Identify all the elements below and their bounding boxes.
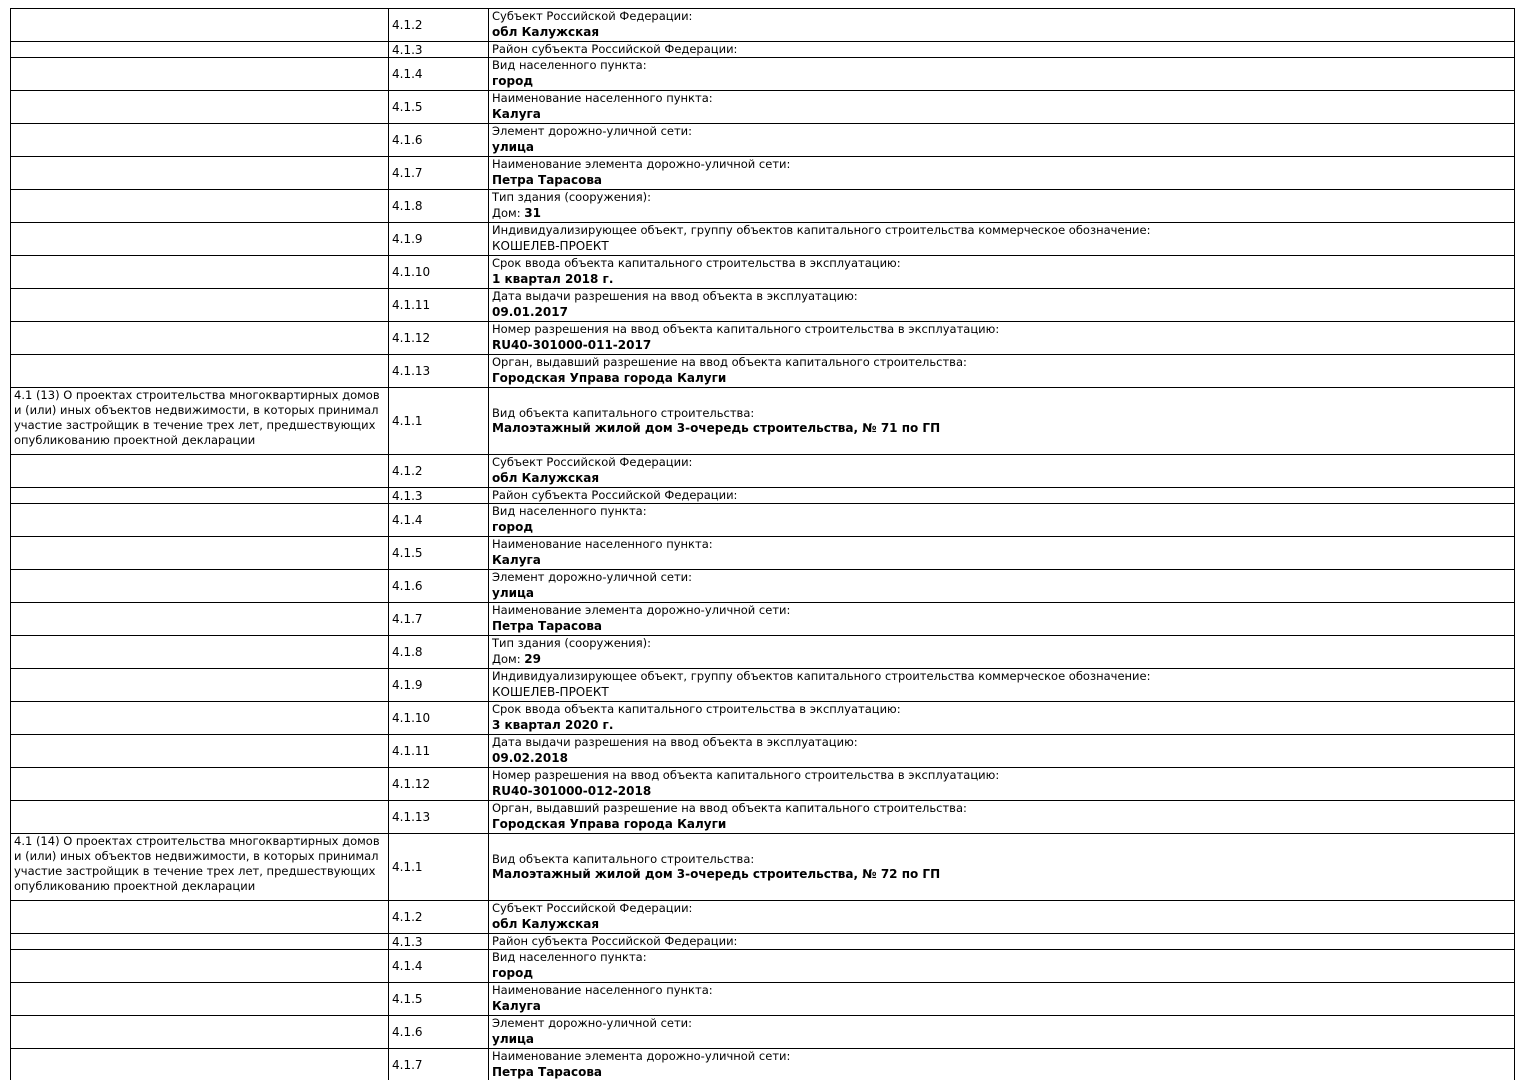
field-label: Субъект Российской Федерации: (492, 901, 693, 915)
content-cell (489, 669, 1515, 702)
field-value: 09.02.2018 (492, 750, 568, 765)
code-cell: 4.1.6 (389, 570, 489, 603)
table-row (11, 669, 1515, 702)
table-row (11, 801, 1515, 834)
section-cell (11, 42, 389, 58)
section-cell (11, 901, 389, 934)
field-value: улица (492, 1031, 535, 1046)
section-cell (11, 1016, 389, 1049)
code-cell: 4.1.11 (389, 289, 489, 322)
content-cell (489, 91, 1515, 124)
content-cell (489, 801, 1515, 834)
content-cell (489, 124, 1515, 157)
field-value-line (492, 173, 1511, 189)
code-cell: 4.1.13 (389, 801, 489, 834)
code-cell: 4.1.1 (389, 388, 489, 455)
code-cell: 4.1.3 (389, 42, 489, 58)
field-label: Наименование населенного пункта: (492, 983, 713, 997)
field-label: Элемент дорожно-уличной сети: (492, 1016, 693, 1030)
field-value: город (492, 965, 534, 980)
content-cell (489, 702, 1515, 735)
field-label: Наименование элемента дорожно-уличной сети: (492, 157, 791, 171)
content-cell (489, 636, 1515, 669)
code-cell: 4.1.13 (389, 355, 489, 388)
section-cell (11, 768, 389, 801)
field-value: обл Калужская (492, 470, 600, 485)
code-cell: 4.1.5 (389, 91, 489, 124)
table-row (11, 570, 1515, 603)
section-cell (11, 322, 389, 355)
code-cell: 4.1.6 (389, 1016, 489, 1049)
section-cell (11, 289, 389, 322)
section-cell (11, 58, 389, 91)
field-label: Район субъекта Российской Федерации: (492, 488, 738, 502)
code-cell: 4.1.8 (389, 636, 489, 669)
field-label: Индивидуализирующее объект, группу объектов капитального строительства коммерческое обозначение: (492, 223, 1151, 237)
section-cell (11, 570, 389, 603)
table-row (11, 702, 1515, 735)
table-row (11, 603, 1515, 636)
section-cell (11, 934, 389, 950)
section-cell (11, 91, 389, 124)
content-cell (489, 983, 1515, 1016)
section-cell (11, 983, 389, 1016)
field-value-line (492, 718, 1511, 734)
field-label: Вид населенного пункта: (492, 504, 647, 518)
field-value: 09.01.2017 (492, 304, 568, 319)
field-value-line (492, 784, 1511, 800)
field-label: Орган, выдавший разрешение на ввод объекта капитального строительства: (492, 801, 967, 815)
field-value: Малоэтажный жилой дом 3-очередь строительства, № 72 по ГП (492, 867, 941, 881)
field-value-line (492, 206, 1511, 222)
code-cell: 4.1.7 (389, 157, 489, 190)
code-cell: 4.1.4 (389, 58, 489, 91)
field-label: Срок ввода объекта капитального строительства в эксплуатацию: (492, 702, 901, 716)
field-label: Индивидуализирующее объект, группу объектов капитального строительства коммерческое обозначение: (492, 669, 1151, 683)
field-value: RU40-301000-011-2017 (492, 337, 652, 352)
section-cell (11, 223, 389, 256)
code-cell: 4.1.7 (389, 603, 489, 636)
code-cell: 4.1.8 (389, 190, 489, 223)
code-cell: 4.1.5 (389, 983, 489, 1016)
content-cell (489, 58, 1515, 91)
content-cell (489, 603, 1515, 636)
table-row (11, 455, 1515, 488)
section-cell (11, 124, 389, 157)
field-value-line (492, 1065, 1511, 1080)
field-label: Тип здания (сооружения): (492, 190, 652, 204)
field-value: 3 квартал 2020 г. (492, 717, 614, 732)
field-value: 29 (524, 651, 541, 666)
section-cell (11, 950, 389, 983)
code-cell: 4.1.12 (389, 768, 489, 801)
field-label: Вид объекта капитального строительства: (492, 405, 755, 420)
field-value-prefix: Дом: (492, 205, 525, 220)
field-value-line (492, 107, 1511, 123)
table-row (11, 256, 1515, 289)
section-cell (11, 603, 389, 636)
field-label: Район субъекта Российской Федерации: (492, 934, 738, 948)
content-cell (489, 190, 1515, 223)
field-label: Вид населенного пункта: (492, 950, 647, 964)
table-row (11, 190, 1515, 223)
field-value: КОШЕЛЕВ-ПРОЕКТ (492, 684, 609, 699)
field-value: улица (492, 139, 535, 154)
content-cell (489, 488, 1515, 504)
table-row (11, 58, 1515, 91)
field-value: Городская Управа города Калуги (492, 370, 727, 385)
field-value: Калуга (492, 106, 541, 121)
section-cell (11, 702, 389, 735)
field-value: 31 (524, 205, 541, 220)
section-cell (11, 669, 389, 702)
section-cell: 4.1 (14) О проектах строительства многоквартирных домов и (или) иных объектов недвижимости, в которых принимал участие застройщик в течение трех лет, предшествующих опубликованию проектной декларации (11, 834, 389, 901)
field-value: город (492, 73, 534, 88)
content-cell (489, 950, 1515, 983)
section-cell (11, 256, 389, 289)
table-row (11, 934, 1515, 950)
field-value-line (492, 272, 1511, 288)
field-value-line (492, 421, 1511, 437)
section-cell (11, 190, 389, 223)
table-row (11, 768, 1515, 801)
code-cell: 4.1.3 (389, 488, 489, 504)
code-cell: 4.1.6 (389, 124, 489, 157)
content-cell (489, 322, 1515, 355)
field-value-line (492, 867, 1511, 883)
field-value: улица (492, 585, 535, 600)
field-label: Наименование элемента дорожно-уличной сети: (492, 603, 791, 617)
code-cell: 4.1.9 (389, 223, 489, 256)
content-cell (489, 42, 1515, 58)
section-cell: 4.1 (13) О проектах строительства многоквартирных домов и (или) иных объектов недвижимости, в которых принимал участие застройщик в течение трех лет, предшествующих опубликованию проектной декларации (11, 388, 389, 455)
field-value-line (492, 305, 1511, 321)
table-row (11, 124, 1515, 157)
content-cell (489, 1016, 1515, 1049)
table-row (11, 537, 1515, 570)
table-row (11, 223, 1515, 256)
field-value-line (492, 471, 1511, 487)
field-label: Наименование населенного пункта: (492, 91, 713, 105)
field-label: Дата выдачи разрешения на ввод объекта в эксплуатацию: (492, 735, 858, 749)
field-value: RU40-301000-012-2018 (492, 783, 652, 798)
table-row (11, 504, 1515, 537)
table-row (11, 488, 1515, 504)
field-value: Петра Тарасова (492, 172, 603, 187)
table-row (11, 355, 1515, 388)
field-value: Малоэтажный жилой дом 3-очередь строительства, № 71 по ГП (492, 421, 941, 435)
code-cell: 4.1.10 (389, 256, 489, 289)
content-cell (489, 1049, 1515, 1080)
content-cell (489, 537, 1515, 570)
code-cell: 4.1.4 (389, 504, 489, 537)
section-cell (11, 801, 389, 834)
code-cell: 4.1.12 (389, 322, 489, 355)
field-value-line (492, 74, 1511, 90)
content-cell (489, 735, 1515, 768)
field-label: Тип здания (сооружения): (492, 636, 652, 650)
code-cell: 4.1.2 (389, 901, 489, 934)
field-label: Вид населенного пункта: (492, 58, 647, 72)
field-value-line (492, 685, 1511, 701)
field-value: КОШЕЛЕВ-ПРОЕКТ (492, 238, 609, 253)
field-label: Район субъекта Российской Федерации: (492, 42, 738, 56)
table-row (11, 289, 1515, 322)
content-cell (489, 388, 1515, 455)
table-row (11, 322, 1515, 355)
content-cell (489, 256, 1515, 289)
content-cell (489, 355, 1515, 388)
field-label: Наименование населенного пункта: (492, 537, 713, 551)
table-row (11, 1049, 1515, 1080)
field-value: Петра Тарасова (492, 618, 603, 633)
field-label: Наименование элемента дорожно-уличной сети: (492, 1049, 791, 1063)
field-label: Субъект Российской Федерации: (492, 455, 693, 469)
content-cell (489, 934, 1515, 950)
code-cell: 4.1.1 (389, 834, 489, 901)
code-cell: 4.1.11 (389, 735, 489, 768)
table-row (11, 735, 1515, 768)
field-value-line (492, 25, 1511, 41)
code-cell: 4.1.7 (389, 1049, 489, 1080)
field-value-line (492, 966, 1511, 982)
table-row (11, 983, 1515, 1016)
section-cell (11, 537, 389, 570)
field-label: Номер разрешения на ввод объекта капитального строительства в эксплуатацию: (492, 768, 1000, 782)
field-label: Номер разрешения на ввод объекта капитального строительства в эксплуатацию: (492, 322, 1000, 336)
field-value: 1 квартал 2018 г. (492, 271, 614, 286)
field-value-line (492, 652, 1511, 668)
content-cell (489, 834, 1515, 901)
section-cell (11, 1049, 389, 1080)
field-label: Элемент дорожно-уличной сети: (492, 570, 693, 584)
declaration-table-body (11, 9, 1515, 1080)
section-cell (11, 9, 389, 42)
field-value-line (492, 1032, 1511, 1048)
table-row (11, 157, 1515, 190)
field-value-line (492, 371, 1511, 387)
field-label: Дата выдачи разрешения на ввод объекта в эксплуатацию: (492, 289, 858, 303)
field-value: Петра Тарасова (492, 1064, 603, 1079)
field-value: обл Калужская (492, 916, 600, 931)
section-cell (11, 157, 389, 190)
declaration-table (10, 8, 1515, 1080)
field-value: Калуга (492, 552, 541, 567)
code-cell: 4.1.5 (389, 537, 489, 570)
section-cell (11, 355, 389, 388)
field-value-prefix: Дом: (492, 651, 525, 666)
field-value-line (492, 520, 1511, 536)
content-cell (489, 901, 1515, 934)
field-label: Вид объекта капитального строительства: (492, 851, 755, 866)
table-row (11, 42, 1515, 58)
field-value-line (492, 817, 1511, 833)
table-row (11, 950, 1515, 983)
section-cell (11, 636, 389, 669)
field-value-line (492, 751, 1511, 767)
section-row (11, 388, 1515, 455)
table-row (11, 901, 1515, 934)
section-cell (11, 504, 389, 537)
content-cell (489, 768, 1515, 801)
field-value: Калуга (492, 998, 541, 1013)
field-label: Элемент дорожно-уличной сети: (492, 124, 693, 138)
field-value-line (492, 586, 1511, 602)
table-row (11, 91, 1515, 124)
field-label: Субъект Российской Федерации: (492, 9, 693, 23)
field-value-line (492, 553, 1511, 569)
code-cell: 4.1.2 (389, 9, 489, 42)
field-value-line (492, 140, 1511, 156)
section-cell (11, 455, 389, 488)
section-cell (11, 735, 389, 768)
content-cell (489, 455, 1515, 488)
content-cell (489, 157, 1515, 190)
field-value: Городская Управа города Калуги (492, 816, 727, 831)
field-value-line (492, 619, 1511, 635)
code-cell: 4.1.4 (389, 950, 489, 983)
code-cell: 4.1.3 (389, 934, 489, 950)
field-value: город (492, 519, 534, 534)
field-value-line (492, 239, 1511, 255)
field-value: обл Калужская (492, 24, 600, 39)
content-cell (489, 504, 1515, 537)
field-label: Орган, выдавший разрешение на ввод объекта капитального строительства: (492, 355, 967, 369)
field-value-line (492, 338, 1511, 354)
table-row (11, 9, 1515, 42)
content-cell (489, 289, 1515, 322)
content-cell (489, 9, 1515, 42)
section-cell (11, 488, 389, 504)
table-row (11, 636, 1515, 669)
code-cell: 4.1.10 (389, 702, 489, 735)
field-value-line (492, 917, 1511, 933)
table-row (11, 1016, 1515, 1049)
code-cell: 4.1.2 (389, 455, 489, 488)
content-cell (489, 223, 1515, 256)
code-cell: 4.1.9 (389, 669, 489, 702)
field-label: Срок ввода объекта капитального строительства в эксплуатацию: (492, 256, 901, 270)
content-cell (489, 570, 1515, 603)
field-value-line (492, 999, 1511, 1015)
section-row (11, 834, 1515, 901)
